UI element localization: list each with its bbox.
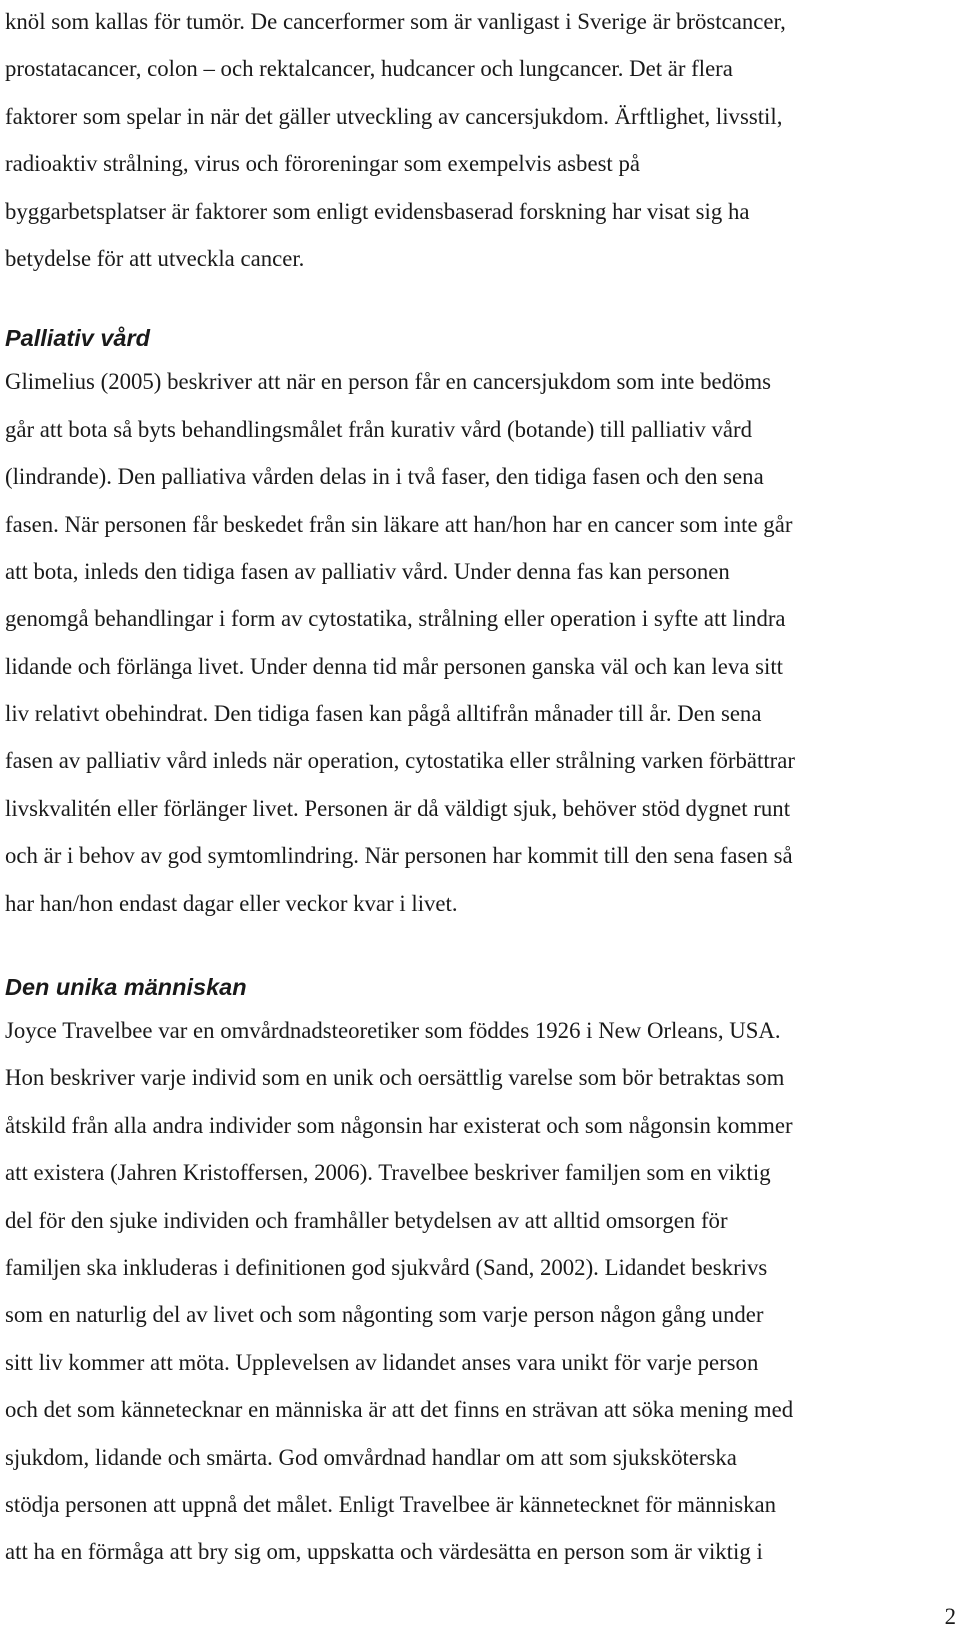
text-line: betydelse för att utveckla cancer. — [5, 245, 305, 271]
text-line: radioaktiv strålning, virus och föroreningar som exempelvis asbest på — [5, 151, 640, 177]
section-heading-den-unika-manniskan: Den unika människan — [5, 974, 247, 1001]
intro-paragraph — [5, 0, 938, 282]
text-line: genomgå behandlingar i form av cytostatika, strålning eller operation i syfte att lindra — [5, 606, 786, 632]
text-line: knöl som kallas för tumör. De cancerformer som är vanligast i Sverige är bröstcancer, — [5, 9, 786, 34]
text-line: del för den sjuke individen och framhåller betydelsen av att alltid omsorgen för — [5, 1207, 728, 1233]
text-line: att bota, inleds den tidiga fasen av palliativ vård. Under denna fas kan personen — [5, 558, 730, 584]
text-line: Hon beskriver varje individ som en unik och oersättlig varelse som bör betraktas som — [5, 1065, 785, 1091]
text-line: byggarbetsplatser är faktorer som enligt evidensbaserad forskning har visat sig ha — [5, 198, 750, 224]
text-line: fasen. När personen får beskedet från sin läkare att han/hon har en cancer som inte går — [5, 511, 793, 537]
den-unika-manniskan-paragraph — [5, 1007, 938, 1576]
text-line: liv relativt obehindrat. Den tidiga fasen kan pågå alltifrån månader till år. Den sena — [5, 701, 762, 727]
text-line: prostatacancer, colon – och rektalcancer, hudcancer och lungcancer. Det är flera — [5, 56, 733, 82]
text-line: och är i behov av god symtomlindring. När personen har kommit till den sena fasen så — [5, 843, 793, 869]
text-line: Joyce Travelbee var en omvårdnadsteoretiker som föddes 1926 i New Orleans, USA. — [5, 1018, 781, 1044]
text-line: Glimelius (2005) beskriver att när en person får en cancersjukdom som inte bedöms — [5, 369, 772, 395]
text-line: att ha en förmåga att bry sig om, uppskatta och värdesätta en person som är viktig i — [5, 1539, 763, 1565]
text-line: som en naturlig del av livet och som någonting som varje person någon gång under — [5, 1302, 764, 1328]
palliativ-vard-paragraph — [5, 358, 938, 927]
text-line: går att bota så byts behandlingsmålet från kurativ vård (botande) till palliativ vård — [5, 416, 752, 442]
text-line: fasen av palliativ vård inleds när operation, cytostatika eller strålning varken förbättrar — [5, 748, 795, 774]
text-line: och det som kännetecknar en människa är att det finns en strävan att söka mening med — [5, 1397, 794, 1423]
text-line: livskvalitén eller förlänger livet. Personen är då väldigt sjuk, behöver stöd dygnet runt — [5, 795, 791, 821]
text-line: har han/hon endast dagar eller veckor kvar i livet. — [5, 890, 458, 916]
text-line: faktorer som spelar in när det gäller utveckling av cancersjukdom. Ärftlighet, livsstil, — [5, 103, 783, 129]
text-line: familjen ska inkluderas i definitionen god sjukvård (Sand, 2002). Lidandet beskrivs — [5, 1254, 768, 1280]
text-line: sjukdom, lidande och smärta. God omvårdnad handlar om att som sjuksköterska — [5, 1444, 737, 1470]
section-heading-palliativ-vard: Palliativ vård — [5, 325, 150, 352]
text-line: att existera (Jahren Kristoffersen, 2006). Travelbee beskriver familjen som en viktig — [5, 1160, 771, 1186]
text-line: lidande och förlänga livet. Under denna tid mår personen ganska väl och kan leva sitt — [5, 653, 783, 679]
page-number: 2 — [944, 1604, 956, 1629]
text-line: åtskild från alla andra individer som någonsin har existerat och som någonsin kommer — [5, 1112, 793, 1138]
text-line: sitt liv kommer att möta. Upplevelsen av lidandet anses vara unikt för varje person — [5, 1349, 759, 1375]
text-line: stödja personen att uppnå det målet. Enligt Travelbee är kännetecknet för människan — [5, 1491, 777, 1517]
text-line: (lindrande). Den palliativa vården delas in i två faser, den tidiga fasen och den sena — [5, 464, 764, 490]
